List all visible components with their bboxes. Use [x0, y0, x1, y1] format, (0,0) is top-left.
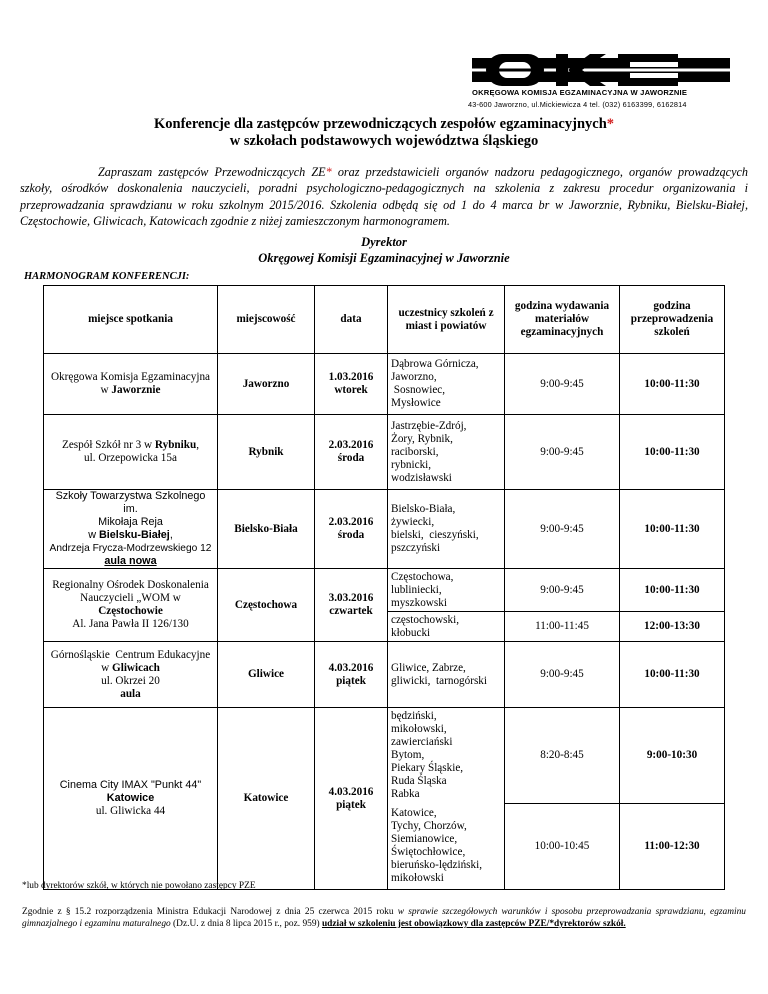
header-training-time: godzina przeprowadzenia szkoleń — [620, 286, 725, 354]
place-line: Regionalny Ośrodek Doskonalenia — [52, 579, 209, 591]
header-participants: uczestnicy szkoleń z miast i powiatów — [388, 286, 505, 354]
table-row — [44, 354, 725, 415]
participant: Ruda Śląska — [391, 775, 447, 788]
place-cell — [44, 708, 218, 890]
header-date: data — [315, 286, 388, 354]
title-line1: Konferencje dla zastępców przewodniczących zespołów egzaminacyjnych — [153, 116, 607, 132]
participant: Katowice, — [391, 807, 437, 820]
place-city-bold: Jaworznie — [111, 384, 161, 396]
schedule-table — [43, 285, 725, 890]
participant: Rabka — [391, 788, 420, 801]
participants-cell — [388, 612, 505, 642]
logo-name: OKRĘGOWA KOMISJA EGZAMINACYJNA W JAWORZNIE — [472, 88, 688, 97]
participants-cell — [388, 804, 505, 890]
participant: raciborski, — [391, 445, 439, 458]
day-value: piątek — [336, 674, 366, 687]
place-city-bold: Katowice — [106, 792, 155, 804]
day-value: środa — [337, 529, 365, 541]
date-cell — [315, 415, 388, 490]
place-address: ul. Okrzei 20 — [101, 674, 160, 687]
place-city-bold: Rybniku — [154, 439, 197, 451]
place-line: w — [101, 661, 113, 674]
participant: Częstochowa, — [391, 570, 454, 583]
date-value: 4.03.2016 — [328, 785, 374, 798]
place-cell — [44, 642, 218, 708]
legal-note — [22, 906, 746, 930]
signature-org: Okręgowej Komisji Egzaminacyjnej w Jaworznie — [258, 251, 510, 265]
place-address: ul. Gliwicka 44 — [95, 805, 166, 817]
logo-address: 43-600 Jaworzno, ul.Mickiewicza 4 tel. (032) 6163399, 6162814 — [468, 100, 687, 109]
place-line: Cinema City IMAX "Punkt 44" — [59, 779, 202, 791]
place-room: aula nowa — [104, 555, 157, 567]
city-cell: Gliwice — [218, 642, 315, 708]
oke-logo — [468, 54, 730, 112]
intro-paragraph — [20, 164, 748, 230]
header-material-time: godzina wydawania materiałów egzaminacyjnych — [505, 286, 620, 354]
participant: częstochowski, — [391, 613, 460, 626]
participant: Bytom, — [391, 749, 425, 762]
header-city: miejscowość — [218, 286, 315, 354]
place-cell — [44, 354, 218, 415]
participant: mikołowski — [391, 872, 444, 885]
city-cell: Bielsko-Biała — [218, 490, 315, 569]
date-value: 4.03.2016 — [328, 661, 374, 674]
city-cell: Jaworzno — [218, 354, 315, 415]
place-city-bold: Bielsku-Białej — [99, 529, 170, 541]
participant: będziński, — [391, 710, 437, 723]
material-time-cell: 9:00-9:45 — [505, 569, 620, 612]
training-time-cell: 10:00-11:30 — [620, 490, 725, 569]
place-line: w — [100, 384, 112, 396]
table-row — [44, 415, 725, 490]
participant: myszkowski — [391, 596, 447, 609]
participant: mikołowski, — [391, 723, 447, 736]
training-time-cell: 10:00-11:30 — [620, 569, 725, 612]
participant: Jastrzębie-Zdrój, — [391, 419, 467, 432]
page-title — [0, 116, 768, 150]
training-time-cell: 11:00-12:30 — [620, 804, 725, 890]
participant: rybnicki, — [391, 458, 432, 471]
place-line: Okręgowa Komisja Egzaminacyjna — [50, 371, 211, 383]
training-time-cell: 9:00-10:30 — [620, 708, 725, 804]
participant: Żory, Rybnik, — [391, 432, 453, 445]
place-cell — [44, 490, 218, 569]
table-row — [44, 642, 725, 708]
place-city-bold: Częstochowie — [98, 605, 163, 617]
day-value: wtorek — [334, 384, 368, 396]
participant: kłobucki — [391, 626, 431, 639]
training-time-cell: 10:00-11:30 — [620, 354, 725, 415]
date-cell — [315, 354, 388, 415]
date-value: 2.03.2016 — [328, 439, 374, 451]
day-value: piątek — [336, 798, 366, 811]
training-time-cell: 10:00-11:30 — [620, 642, 725, 708]
place-city-bold: Gliwicach — [112, 661, 160, 674]
participants-cell — [388, 490, 505, 569]
header-place: miejsce spotkania — [44, 286, 218, 354]
place-cell — [44, 569, 218, 642]
material-time-cell: 9:00-9:45 — [505, 490, 620, 569]
material-time-cell: 9:00-9:45 — [505, 415, 620, 490]
participant: zawierciański — [391, 736, 453, 749]
participant: pszczyński — [391, 542, 441, 554]
place-line: Górnośląskie Centrum Edukacyjne — [50, 648, 211, 661]
material-time-cell: 11:00-11:45 — [505, 612, 620, 642]
date-value: 2.03.2016 — [328, 516, 374, 528]
table-header-row — [44, 286, 725, 354]
training-time-cell: 10:00-11:30 — [620, 415, 725, 490]
date-value: 3.03.2016 — [328, 592, 374, 604]
participant: Gliwice, Zabrze, — [391, 661, 466, 674]
title-star: * — [606, 116, 615, 132]
participant: Świętochłowice, — [391, 846, 466, 859]
participants-cell — [388, 354, 505, 415]
place-line: Nauczycieli „WOM w — [80, 592, 181, 604]
material-time-cell: 10:00-10:45 — [505, 804, 620, 890]
place-room: aula — [120, 687, 141, 700]
footnote: *lub dyrektorów szkół, w których nie powołano zastępcy PZE — [22, 881, 256, 891]
date-cell — [315, 642, 388, 708]
place-line: w — [88, 529, 99, 541]
date-cell — [315, 569, 388, 642]
participant: Bielsko-Biała, — [391, 503, 456, 515]
participant: gliwicki, tarnogórski — [391, 674, 488, 687]
place-address: Al. Jana Pawła II 126/130 — [72, 618, 189, 630]
place-punct: , — [196, 439, 199, 451]
participant: Dąbrowa Górnicza, — [391, 358, 479, 370]
participants-cell — [388, 642, 505, 708]
participant: Tychy, Chorzów, — [391, 820, 467, 833]
date-cell — [315, 490, 388, 569]
legal-b: w sprawie szczegółowych warunków i sposobu przeprowadzania sprawdzianu, egzaminu gimnazjalnego i egzaminu maturalnego — [22, 907, 746, 929]
participant: Jaworzno, — [391, 371, 437, 383]
place-cell — [44, 415, 218, 490]
material-time-cell: 8:20-8:45 — [505, 708, 620, 804]
intro-text-b: oraz przedstawicieli organów nadzoru pedagogicznego, organów prowadzących szkoły, ośrodków doskonalenia nauczycieli, poradni psychologiczno-pedagogicznych na szkolenia z zakresu procedur organizowania i przeprowadzania sprawdzianu w roku szkolnym 2015/2016. Szkolenia odbędą się od 1 do 4 marca br w Jaworznie, Rybniku, Bielsku-Białej, Częstochowie, Gliwicach, Katowicach zgodnie z niżej zamieszczonym harmonogramem. — [20, 165, 749, 229]
participant: Piekary Śląskie, — [391, 762, 464, 775]
participants-cell — [388, 415, 505, 490]
training-time-cell: 12:00-13:30 — [620, 612, 725, 642]
place-address: ul. Orzepowicka 15a — [84, 452, 177, 464]
participant: lubliniecki, — [391, 583, 442, 596]
place-punct: , — [169, 529, 173, 541]
day-value: czwartek — [329, 605, 373, 617]
intro-text-a: Zapraszam zastępców Przewodniczących ZE — [98, 165, 326, 179]
material-time-cell: 9:00-9:45 — [505, 642, 620, 708]
participant: bieruńsko-lędziński, — [391, 859, 483, 872]
participant: Mysłowice — [391, 397, 441, 409]
participant: wodzisławski — [391, 471, 452, 484]
schedule-label: HARMONOGRAM KONFERENCJI: — [24, 271, 190, 282]
participants-cell — [388, 708, 505, 804]
city-cell: Katowice — [218, 708, 315, 890]
signature — [0, 234, 768, 266]
table-row — [44, 708, 725, 804]
signature-title: Dyrektor — [361, 235, 407, 249]
participant: Siemianowice, — [391, 833, 458, 846]
participants-cell — [388, 569, 505, 612]
place-line: Szkoły Towarzystwa Szkolnego im. — [55, 490, 206, 515]
participant: żywiecki, — [391, 516, 435, 528]
oke-wordmark-graphic — [472, 54, 730, 86]
place-line: Zespół Szkół nr 3 w — [62, 439, 155, 451]
intro-star: * — [325, 165, 332, 179]
place-line: Mikołaja Reja — [98, 516, 163, 528]
city-cell: Częstochowa — [218, 569, 315, 642]
title-line2: w szkołach podstawowych województwa śląskiego — [229, 133, 539, 149]
material-time-cell: 9:00-9:45 — [505, 354, 620, 415]
date-cell — [315, 708, 388, 890]
city-cell: Rybnik — [218, 415, 315, 490]
legal-a: Zgodnie z § 15.2 rozporządzenia Ministra Edukacji Narodowej z dnia 25 czerwca 2015 roku — [22, 907, 398, 917]
day-value: środa — [337, 452, 365, 464]
legal-c: (Dz.U. z dnia 8 lipca 2015 r., poz. 959) — [170, 919, 322, 929]
legal-d: udział w szkoleniu jest obowiązkowy dla zastępców PZE/*dyrektorów szkół. — [321, 919, 626, 929]
table-row — [44, 569, 725, 612]
table-row — [44, 490, 725, 569]
participant: Sosnowiec, — [391, 384, 446, 396]
place-address: Andrzeja Frycza-Modrzewskiego 12 — [49, 543, 212, 554]
participant: bielski, cieszyński, — [391, 529, 479, 541]
date-value: 1.03.2016 — [328, 371, 374, 383]
